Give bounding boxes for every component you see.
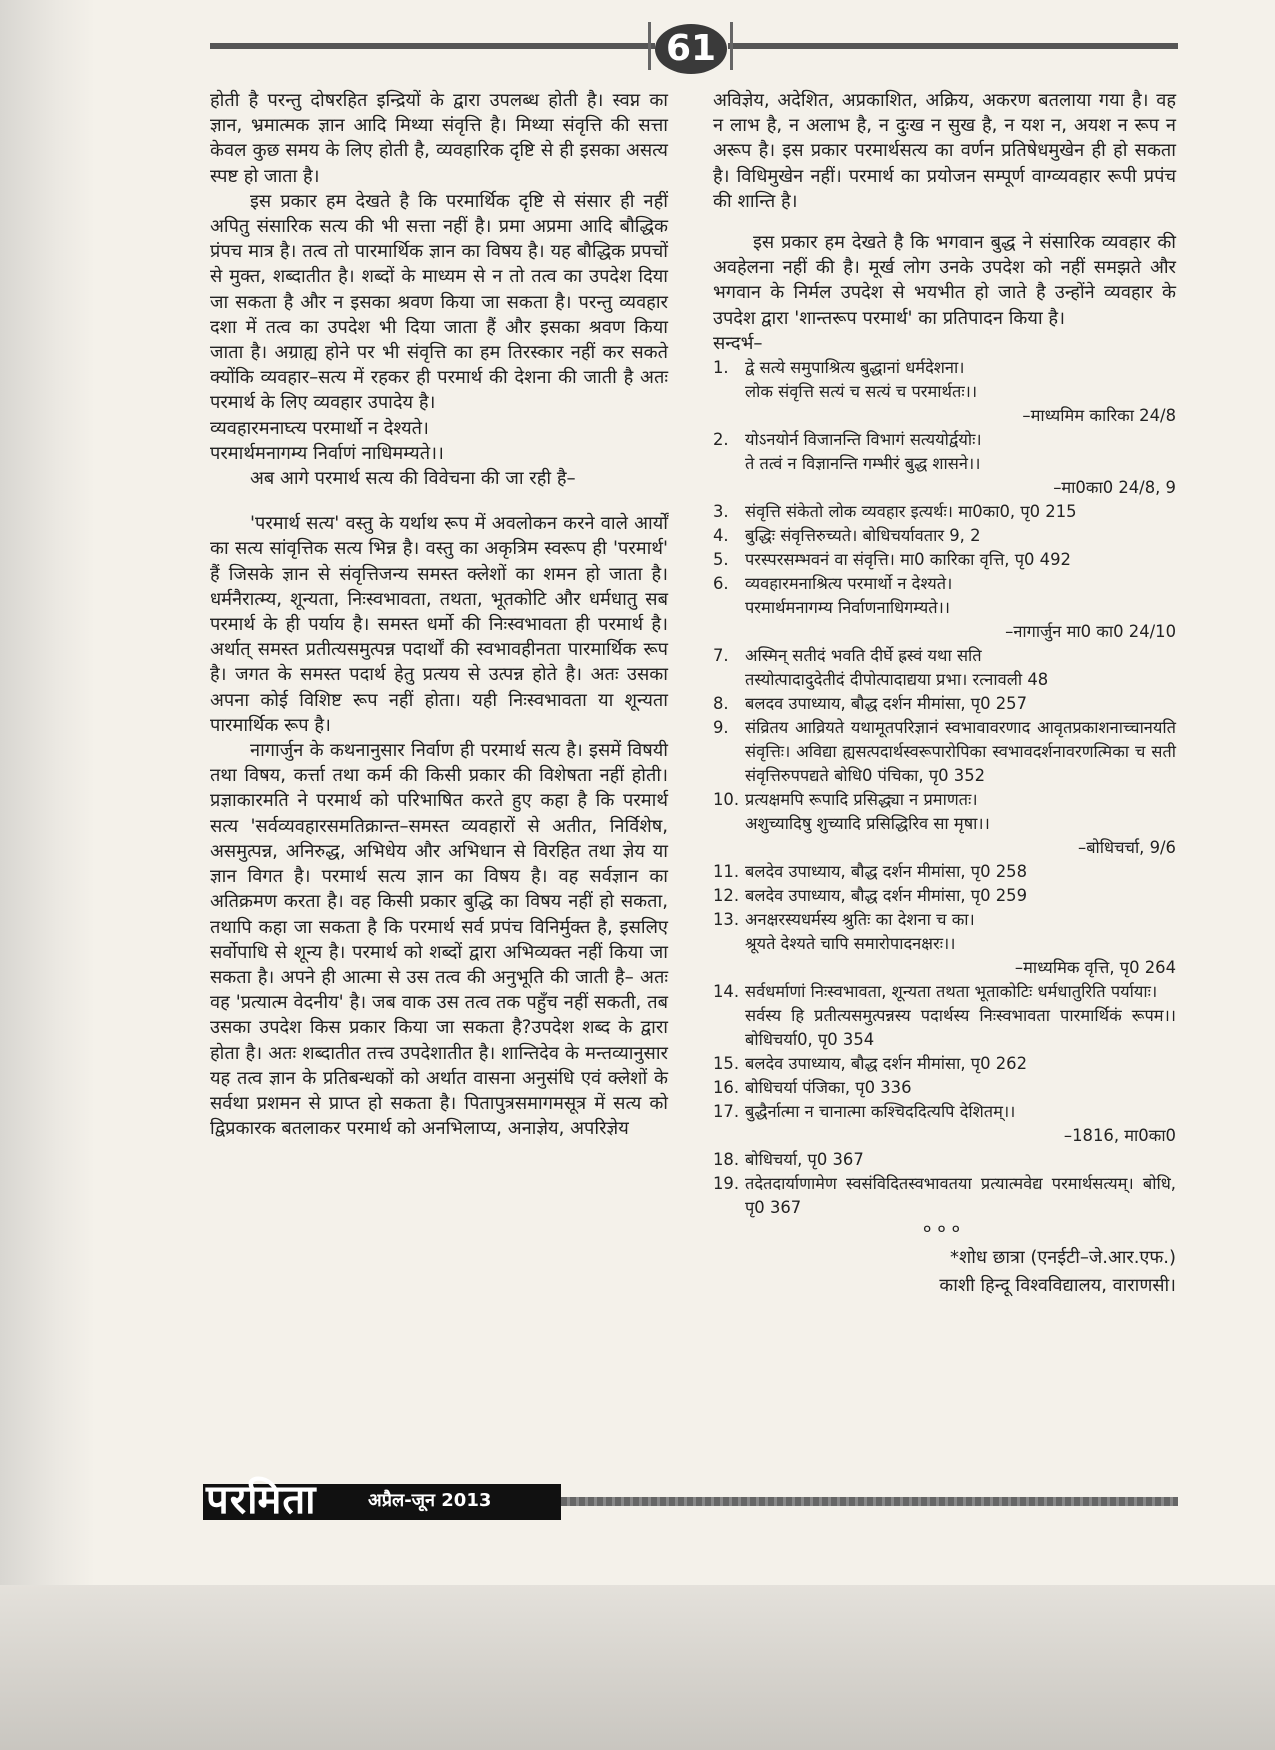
page-number: 61 xyxy=(655,24,727,74)
reference-number: 12. xyxy=(713,886,740,906)
reference-item xyxy=(713,548,1176,572)
reference-text xyxy=(745,1172,1176,1220)
reference-item xyxy=(713,908,1176,956)
reference-number: 9. xyxy=(713,718,729,738)
reference-source: –नागार्जुन मा0 का0 24/10 xyxy=(1005,622,1176,642)
author-affiliation-line: *शोध छात्रा (एनईटी–जे.आर.एफ.) xyxy=(950,1247,1176,1269)
reference-line: परमार्थमनागम्य निर्वाणनाधिगम्यते।। xyxy=(745,598,950,618)
right-column xyxy=(713,88,1176,1300)
reference-item xyxy=(713,1076,1176,1100)
reference-line: ते तत्वं न विज्ञानन्ति गम्भीरं बुद्ध शासने।। xyxy=(745,454,981,474)
reference-line: श्रूयते देश्यते चापि समारोपादनक्षरः।। xyxy=(745,934,956,954)
reference-source: –1816, मा0का0 xyxy=(1063,1126,1176,1146)
reference-number: 17. xyxy=(713,1102,740,1122)
reference-line: बुद्धैर्नात्मा न चानात्मा कश्चिददित्यपि देशितम्।। xyxy=(745,1102,1016,1122)
verse-line: व्यवहारमनाघ्त्य परमार्थो न देश्यते। xyxy=(210,417,429,439)
reference-number: 8. xyxy=(713,694,729,714)
reference-number: 16. xyxy=(713,1078,740,1098)
reference-item xyxy=(713,500,1176,524)
reference-line: बलदव उपाध्याय, बौद्ध दर्शन मीमांसा, पृ0 257 xyxy=(745,694,1028,714)
paragraph: 'परमार्थ सत्य' वस्तु के यर्थाथ रूप में अवलोकन करने वाले आर्यों का सत्य सांवृत्तिक सत्य भिन्न है। वस्तु का अकृत्रिम स्वरूप ही 'परमार्थ' हैं जिसके ज्ञान से संवृत्तिजन्य समस्त क्लेशों का शमन हो जाता है। धर्मनैरात्म्य, शून्यता, निःस्वभावता, तथता, भूतकोटि और धर्मधातु सब परमार्थ के ही पर्याय है। समस्त धर्मो की निःस्वभावता ही परमार्थ है। अर्थात् समस्त प्रतीत्यसमुत्पन्न पदार्थों की स्वभावहीनता पारमार्थिक रूप है। जगत के समस्त पदार्थ हेतु प्रत्यय से उत्पन्न होते है। अतः उसका अपना कोई विशिष्ट रूप नहीं होता। यही निःस्वभावता या शून्यता पारमार्थिक रूप है। xyxy=(210,513,668,736)
reference-text xyxy=(745,884,1176,908)
reference-number: 11. xyxy=(713,862,740,882)
reference-number: 14. xyxy=(713,982,740,1002)
reference-text xyxy=(745,1148,1176,1172)
header-tick-right xyxy=(730,22,733,70)
reference-source: –माध्यमिम कारिका 24/8 xyxy=(1022,406,1176,426)
reference-item xyxy=(713,356,1176,404)
journal-logo: परमिता xyxy=(206,1477,317,1523)
reference-line: बोधिचर्या, पृ0 367 xyxy=(745,1150,864,1170)
reference-item xyxy=(713,1172,1176,1220)
reference-line: अस्मिन् सतीदं भवति दीर्घे ह्रस्वं यथा सति xyxy=(745,646,982,666)
reference-text xyxy=(745,644,1176,692)
reference-line: सर्वस्य हि प्रतीत्यसमुत्पन्नस्य पदार्थस्य निःस्वभावता पारमार्थिकं रूपम।। बोधिचर्या0, पृ0 354 xyxy=(745,1006,1176,1050)
reference-line: प्रत्यक्षमपि रूपादि प्रसिद्ध्या न प्रमाणतः। xyxy=(745,790,978,810)
reference-line: द्वे सत्ये समुपाश्रित्य बुद्धानां धर्मदेशना। xyxy=(745,358,965,378)
reference-item xyxy=(713,1052,1176,1076)
reference-number: 19. xyxy=(713,1174,740,1194)
reference-line: बलदेव उपाध्याय, बौद्ध दर्शन मीमांसा, पृ0 258 xyxy=(745,862,1028,882)
reference-item xyxy=(713,644,1176,692)
reference-source: –माध्यमिक वृत्ति, पृ0 264 xyxy=(1014,958,1176,978)
reference-item xyxy=(713,1148,1176,1172)
reference-line: अनक्षरस्यधर्मस्य श्रुतिः का देशना च का। xyxy=(745,910,975,930)
reference-number: 7. xyxy=(713,646,729,666)
reference-number: 4. xyxy=(713,526,729,546)
reference-text xyxy=(745,500,1176,524)
reference-text xyxy=(745,572,1176,620)
reference-line: लोक संवृत्ति सत्यं च सत्यं च परमार्थतः।। xyxy=(745,382,978,402)
reference-line: बोधिचर्या पंजिका, पृ0 336 xyxy=(745,1078,912,1098)
reference-number: 13. xyxy=(713,910,740,930)
reference-line: परस्परसम्भवनं वा संवृत्ति। मा0 कारिका वृत्ति, पृ0 492 xyxy=(745,550,1071,570)
reference-line: योऽनयोर्न विजानन्ति विभागं सत्ययोर्द्वयोः। xyxy=(745,430,982,450)
issue-date: अप्रैल-जून 2013 xyxy=(368,1490,492,1511)
paragraph: नागार्जुन के कथनानुसार निर्वाण ही परमार्थ सत्य है। इसमें विषयी तथा विषय, कर्त्ता तथा कर्म की किसी प्रकार की विशेषता नहीं होती। प्रज्ञाकारमति ने परमार्थ को परिभाषित करते हुए कहा है कि परमार्थ सत्य 'सर्वव्यवहारसमतिक्रान्त–समस्त व्यवहारों से अतीत, निर्विशेष, असमुत्पन्न, अनिरुद्ध, अभिधेय और अभिधान से विरहित तथा ज्ञेय या ज्ञान विगत है। परमार्थ सत्य ज्ञान का विषय है। वह सर्वज्ञान का अतिक्रमण करता है। वह किसी प्रकार बुद्धि का विषय नहीं हो सकता, तथापि कहा जा सकता है कि परमार्थ सर्व प्रपंच विनिर्मुक्त है, इसलिए सर्वोपाधि से शून्य है। परमार्थ को शब्दों द्वारा अभिव्यक्त नहीं किया जा सकता है। अपने ही आत्मा से उस तत्व की अनुभूति की जाती है– अतः वह 'प्रत्यात्म वेदनीय' है। जब वाक उस तत्व तक पहुँच नहीं सकती, तब उसका उपदेश किस प्रकार किया जा सकता है?उपदेश शब्द के द्वारा होता है। अतः शब्दातीत तत्त्व उपदेशातीत है। शान्तिदेव के मन्तव्यानुसार यह तत्व ज्ञान के प्रतिबन्धकों को अर्थात वासना अनुसंधि एवं क्लेशों के सर्वथा प्रशमन से प्राप्त हो सकता है। पितापुत्रसमागमसूत्र में सत्य को द्विप्रकारक बतलाकर परमार्थ को अनभिलाप्य, अनाज्ञेय, अपरिज्ञेय xyxy=(210,740,668,1140)
reference-line: संव्रितय आव्रियते यथामूतपरिज्ञानं स्वभावावरणाद आवृतप्रकाशनाच्चानयति संवृत्तिः। अविद्या ह्यसत्पदार्थस्वरूपारोपिका स्वभावदर्शनावरणत्मिका च सती संवृत्तिरुपपद्यते बोधि0 पंचिका, पृ0 352 xyxy=(745,718,1176,786)
reference-source: –बोधिचर्चा, 9/6 xyxy=(1078,838,1176,858)
end-ornament: ००० xyxy=(923,1219,966,1239)
reference-line: तदेतदार्याणामेण स्वसंविदितस्वभावतया प्रत्यात्मवेद्य परमार्थसत्यम्। बोधि, पृ0 367 xyxy=(745,1174,1176,1218)
references-heading: सन्दर्भ– xyxy=(713,332,763,354)
reference-line: बुद्धिः संवृत्तिरुच्यते। बोधिचर्यावतार 9, 2 xyxy=(745,526,981,546)
reference-text xyxy=(745,1052,1176,1076)
paragraph: अविज्ञेय, अदेशित, अप्रकाशित, अक्रिय, अकरण बतलाया गया है। वह न लाभ है, न अलाभ है, न दुःख न सुख है, न यश न, अयश न रूप न अरूप है। इस प्रकार परमार्थसत्य का वर्णन प्रतिषेधमुखेन ही हो सकता है। विधिमुखेन नहीं। परमार्थ का प्रयोजन सम्पूर्ण वाग्व्यवहार रूपी प्रपंच की शान्ति है। xyxy=(713,90,1176,212)
reference-line: बलदेव उपाध्याय, बौद्ध दर्शन मीमांसा, पृ0 262 xyxy=(745,1054,1028,1074)
reference-item xyxy=(713,524,1176,548)
reference-line: तस्योत्पादादुदेतीदं दीपोत्पादाद्यया प्रभा। रत्नावली 48 xyxy=(745,670,1049,690)
reference-line: अशुच्यादिषु शुच्यादि प्रसिद्धिरिव सा मृषा।। xyxy=(745,814,990,834)
reference-text xyxy=(745,548,1176,572)
reference-line: सर्वधर्माणां निःस्वभावता, शून्यता तथता भूताकोटिः धर्मधातुरिति पर्यायाः। xyxy=(745,982,1158,1002)
reference-line: संवृत्ति संकेतो लोक व्यवहार इत्यर्थः। मा0का0, पृ0 215 xyxy=(745,502,1077,522)
paragraph: अब आगे परमार्थ सत्य की विवेचना की जा रही है– xyxy=(250,468,576,490)
reference-number: 2. xyxy=(713,430,729,450)
reference-item xyxy=(713,692,1176,716)
header-tick-left xyxy=(648,22,651,70)
reference-number: 3. xyxy=(713,502,729,522)
left-column xyxy=(210,88,668,1141)
reference-text xyxy=(745,692,1176,716)
reference-text xyxy=(745,1100,1176,1124)
reference-text xyxy=(745,908,1176,956)
reference-text xyxy=(745,860,1176,884)
references-list xyxy=(713,356,1176,1220)
paragraph: इस प्रकार हम देखते है कि परमार्थिक दृष्टि से संसार ही नहीं अपितु संसारिक सत्य की भी सत्ता नहीं है। प्रमा अप्रमा आदि बौद्धिक प्रंपच मात्र है। तत्व तो पारमार्थिक ज्ञान का विषय है। यह बौद्धिक प्रपचों से मुक्त, शब्दातीत है। शब्दों के माध्यम से न तो तत्व का उपदेश दिया जा सकता है और न इसका श्रवण किया जा सकता है। परन्तु व्यवहार दशा में तत्व का उपदेश भी दिया जाता हैं और इसका श्रवण किया जाता है। अग्राह्य होने पर भी संवृत्ति का हम तिरस्कार नहीं कर सकते क्योंकि व्यवहार–सत्य में रहकर ही परमार्थ की देशना की जाती है अतः परमार्थ के लिए व्यवहार उपादेय है। xyxy=(210,190,668,414)
reference-number: 5. xyxy=(713,550,729,570)
paragraph: होती है परन्तु दोषरहित इन्द्रियों के द्वारा उपलब्ध होती है। स्वप्न का ज्ञान, भ्रमात्मक ज्ञान आदि मिथ्या संवृत्ति है। मिथ्या संवृत्ति की सत्ता केवल कुछ समय के लिए होती है, व्यवहारिक दृष्टि से ही इसका असत्य स्पष्ट हो जाता है। xyxy=(210,90,668,187)
reference-text xyxy=(745,356,1176,404)
reference-item xyxy=(713,1100,1176,1124)
reference-line: व्यवहारमनाश्रित्य परमार्थो न देश्यते। xyxy=(745,574,953,594)
reference-item xyxy=(713,980,1176,1052)
scanner-margin xyxy=(0,1585,1275,1750)
reference-line: बलदेव उपाध्याय, बौद्ध दर्शन मीमांसा, पृ0 259 xyxy=(745,886,1028,906)
reference-text xyxy=(745,716,1176,788)
reference-number: 1. xyxy=(713,358,729,378)
reference-item xyxy=(713,572,1176,620)
reference-item xyxy=(713,716,1176,788)
reference-number: 6. xyxy=(713,574,729,594)
reference-number: 10. xyxy=(713,790,740,810)
reference-text xyxy=(745,524,1176,548)
author-affiliation-line: काशी हिन्दू विश्वविद्यालय, वाराणसी। xyxy=(939,1275,1176,1297)
reference-item xyxy=(713,884,1176,908)
header-rule-left xyxy=(210,43,655,49)
reference-number: 15. xyxy=(713,1054,740,1074)
page-edge-shadow xyxy=(0,0,95,1750)
reference-item xyxy=(713,860,1176,884)
reference-text xyxy=(745,980,1176,1052)
reference-item xyxy=(713,788,1176,836)
paragraph: इस प्रकार हम देखते है कि भगवान बुद्ध ने संसारिक व्यवहार की अवहेलना नहीं की है। मूर्ख लोग उनके उपदेश को नहीं समझते और भगवान के निर्मल उपदेश से भयभीत हो जाते है उन्होंने व्यवहार के उपदेश द्वारा 'शान्तरूप परमार्थ' का प्रतिपादन किया है। xyxy=(713,232,1176,329)
reference-text xyxy=(745,428,1176,476)
verse-line: परमार्थमनागम्य निर्वाणं नाधिमम्यते।। xyxy=(210,442,444,464)
reference-item xyxy=(713,428,1176,476)
reference-text xyxy=(745,1076,1176,1100)
reference-source: –मा0का0 24/8, 9 xyxy=(1053,478,1176,498)
reference-number: 18. xyxy=(713,1150,740,1170)
header-rule-right xyxy=(728,43,1178,49)
reference-text xyxy=(745,788,1176,836)
